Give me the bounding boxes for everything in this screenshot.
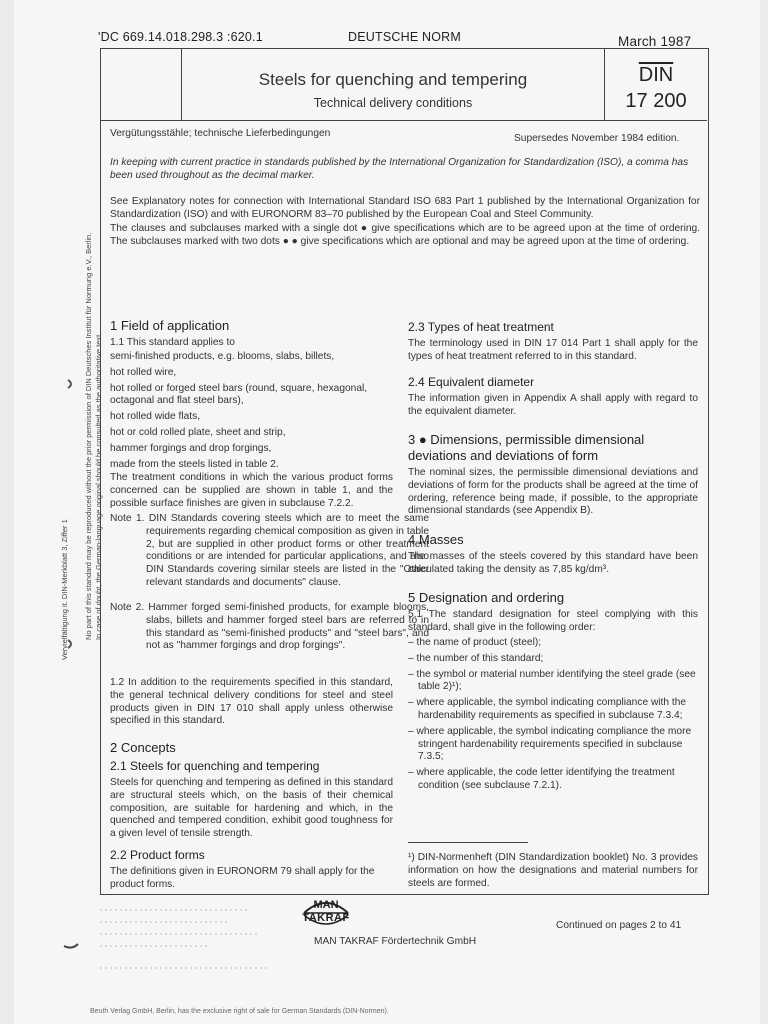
- product-item: hot rolled wire,: [110, 366, 177, 378]
- list-item: – the number of this standard;: [408, 652, 544, 664]
- product-item: hammer forgings and drop forgings,: [110, 442, 272, 454]
- section-3-text: The nominal sizes, the permissible dimensional deviations and deviations of form for the products shall be agreed at the time of ordering, reference being made, if possible, to the appropriate dimensional standards (see Appendix B).: [408, 467, 698, 517]
- product-item: hot rolled or forged steel bars (round, square, hexagonal, octagonal and flat steel bars),: [110, 382, 368, 407]
- section-2-3-text: The terminology used in DIN 17 014 Part 1 shall apply for the types of heat treatment referred to in this standard.: [408, 338, 698, 362]
- note-2: Note 2. Hammer forged semi-finished products, for example blooms, slabs, billets and hammer forged steel bars are referred to in this standard as "semi-finished products" and "steel bars", and not as "hammer forgings and drop forgings".: [110, 602, 429, 652]
- logo-takraf-text: TAKRAF: [302, 912, 350, 924]
- section-2-3-heading: 2.3 Types of heat treatment: [408, 320, 554, 334]
- product-item: semi-finished products, e.g. blooms, slabs, billets,: [110, 351, 335, 362]
- list-item: – where applicable, the symbol indicating compliance with the hardenability requirements as specified in subclause 7.3.4;: [408, 697, 687, 721]
- section-2-1-heading: 2.1 Steels for quenching and tempering: [110, 759, 320, 773]
- logo-man-text: MAN: [313, 899, 339, 911]
- section-2-heading: 2 Concepts: [110, 740, 176, 755]
- section-4-text: The masses of the steels covered by this standard have been calculated taking the density as 7,85 kg/dm³.: [408, 551, 698, 575]
- section-3-heading: 3 ● Dimensions, permissible dimensional deviations and deviations of form: [408, 432, 645, 463]
- list-item: – the name of product (steel);: [408, 637, 542, 648]
- section-2-2-text: The definitions given in EURONORM 79 shall apply for the product forms.: [110, 866, 375, 890]
- list-item: – where applicable, the symbol indicating compliance the more stringent hardenability requirements specified in subclause 7.3.5;: [408, 725, 692, 763]
- product-list: [110, 351, 393, 471]
- continued-note: Continued on pages 2 to 41: [556, 920, 682, 931]
- section-2-1-text: Steels for quenching and tempering as defined in this standard are structural steels which, on the basis of their chemical composition, are suitable for hardening and which, in the quenched and tempered condition, exhibit good toughness for a given level of tensile strength.: [110, 777, 393, 840]
- decimal-comma-note: In keeping with current practice in standards published by the International Organization for Standardization (ISO), a comma has been used throughout as the decimal marker.: [110, 157, 689, 181]
- product-item: hot or cold rolled plate, sheet and strip,: [110, 426, 286, 438]
- section-5-heading: 5 Designation and ordering: [408, 590, 565, 605]
- treatment-conditions: The treatment conditions in which the various product forms concerned can be supplied are shown in table 1, and the possible surface finishes are given in subclause 7.2.2.: [110, 472, 393, 509]
- section-1-2: 1.2 In addition to the requirements specified in this standard, the general technical delivery conditions for steel and steel products given in DIN 17 010 shall apply unless otherwise specified in this standard.: [110, 677, 393, 727]
- section-5-1-text: 5.1 The standard designation for steel complying with this standard, shall give in the following order:: [408, 609, 698, 633]
- publisher-footer: Beuth Verlag GmbH, Berlin, has the exclusive right of sale for German Standards (DIN-Normen).: [90, 1008, 389, 1015]
- reference-margin-text: Vervielfältigung it. DIN-Merkblatt 3, Ziffer 1: [60, 519, 69, 660]
- din-number: 17 200: [625, 90, 687, 112]
- margin-marks: [60, 370, 80, 970]
- document-subtitle: Technical delivery conditions: [313, 96, 473, 110]
- faded-stamp: [100, 900, 280, 970]
- section-2-4-heading: 2.4 Equivalent diameter: [408, 375, 535, 389]
- norm-label: DEUTSCHE NORM: [348, 30, 462, 44]
- product-item: made from the steels listed in table 2.: [110, 458, 279, 470]
- document-title: Steels for quenching and tempering: [258, 70, 528, 89]
- issue-date: March 1987: [618, 34, 692, 49]
- section-2-2-heading: 2.2 Product forms: [110, 848, 205, 862]
- udc-code: 'DC 669.14.018.298.3 :620.1: [98, 30, 263, 44]
- list-item: – where applicable, the code letter identifying the treatment condition (see subclause 7.2.1).: [408, 767, 675, 791]
- section-2-4-text: The information given in Appendix A shall apply with regard to the equivalent diameter.: [408, 393, 698, 417]
- supersedes-note: Supersedes November 1984 edition.: [514, 133, 680, 144]
- company-name: MAN TAKRAF Fördertechnik GmbH: [314, 936, 477, 947]
- note-1: Note 1. DIN Standards covering steels which are to meet the same requirements regarding chemical composition as given in table 2, but are supplied in other product forms or other treatment conditions or are intended for particular applications, and also DIN Standards covering similar steels are listed in the "Other relevant standards and documents" clause.: [110, 513, 429, 588]
- clauses-note: The clauses and subclauses marked with a single dot ● give specifications which are to be agreed upon at the time of ordering. The subclauses marked with two dots ● ● give specifications which are optional and may be agreed upon at the time of ordering.: [110, 223, 700, 247]
- product-item: hot rolled wide flats,: [110, 411, 201, 423]
- din-label: $\overline{DIN}$: [638, 64, 674, 86]
- explanatory-note: See Explanatory notes for connection with International Standard ISO 683 Part 1 published by the International Organization for Standardization (ISO) and with EURONORM 83–70 published by the European Coal and Steel Community.: [110, 196, 700, 220]
- section-1-heading: 1 Field of application: [110, 318, 230, 333]
- section-1-1-intro: 1.1 This standard applies to: [110, 337, 235, 348]
- footnote: ¹) DIN-Normenheft (DIN Standardization booklet) No. 3 provides information on how the designations and material numbers for steels are formed.: [408, 852, 698, 889]
- copyright-margin-text: No part of this standard may be reproduced without the prior permission of DIN Deutsches Institut für Normung e.V., Berlin.: [84, 232, 93, 640]
- designation-list: [408, 637, 698, 793]
- section-4-heading: 4 Masses: [408, 532, 464, 547]
- footnote-rule: [408, 842, 528, 843]
- german-title: Vergütungsstähle; technische Lieferbedingungen: [110, 128, 331, 139]
- list-item: – the symbol or material number identifying the steel grade (see table 2)¹);: [408, 668, 696, 693]
- language-margin-text: In case of doubt, the German-language original should be consulted as the authoritative text.: [94, 332, 103, 640]
